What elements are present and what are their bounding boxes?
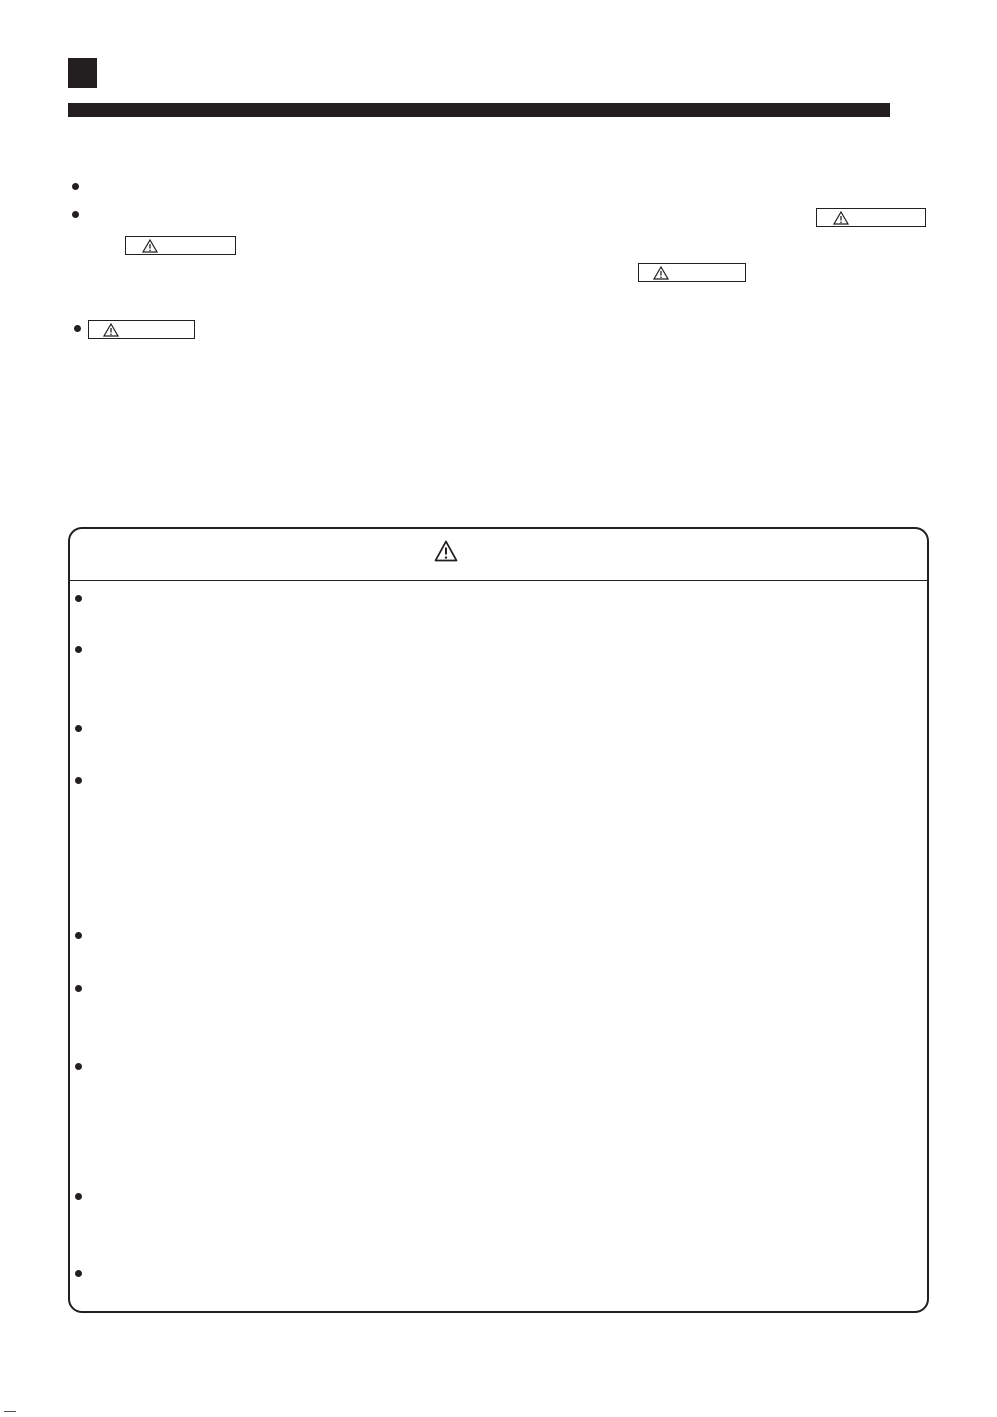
notice-bullet (75, 932, 82, 939)
warning-triangle-icon (142, 239, 158, 253)
notice-bullet (75, 985, 82, 992)
notice-bullet (75, 777, 82, 784)
section-title-bar (68, 103, 890, 117)
page-edge-mark (4, 1411, 16, 1412)
warning-tag (125, 236, 236, 255)
notice-bullet (75, 725, 82, 732)
notice-bullet (75, 1193, 82, 1200)
warning-triangle-icon (103, 323, 119, 337)
intro-bullet-1 (72, 183, 79, 190)
warning-triangle-icon (653, 266, 669, 280)
warning-triangle-icon (434, 540, 458, 562)
intro-bullet-3 (74, 325, 81, 332)
notice-header-divider (70, 580, 928, 581)
warning-tag (638, 263, 746, 282)
warning-tag (88, 320, 195, 339)
notice-bullet (75, 646, 82, 653)
warning-tag (816, 208, 926, 227)
intro-bullet-2 (72, 211, 79, 218)
notice-bullet (75, 1063, 82, 1070)
warning-notice-box (68, 527, 929, 1313)
notice-bullet (75, 1270, 82, 1277)
warning-triangle-icon (833, 211, 849, 225)
section-marker-square (68, 58, 97, 88)
notice-bullet (75, 595, 82, 602)
